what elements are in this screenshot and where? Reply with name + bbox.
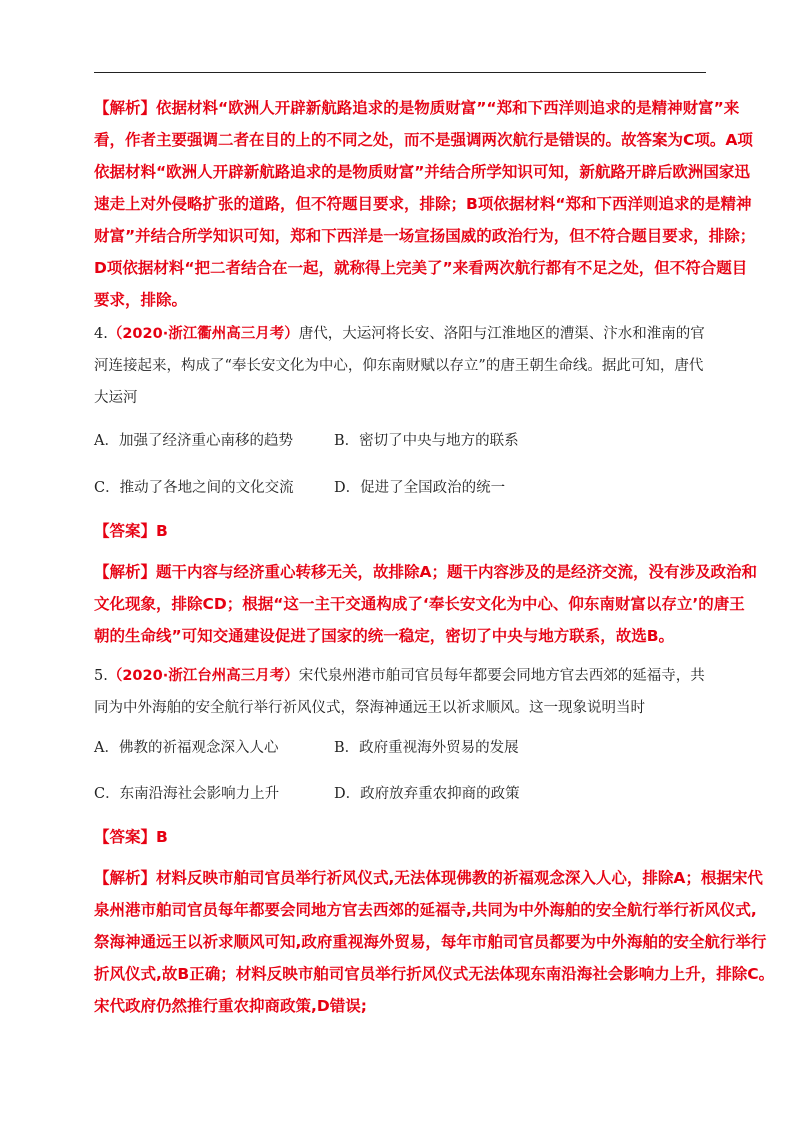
question-number: 5. [94,668,108,684]
analysis-line: 折风仪式,故B正确；材料反映市舶司官员举行折风仪式无法体现东南沿海社会影响力上升，排除C。 [94,965,775,983]
analysis-line: 财富”并结合所学知识可知，郑和下西洋是一场宣扬国威的政治行为，但不符合题目要求，排除； [94,227,756,245]
option-a: A．佛教的祈福观念深入人心 [94,740,279,756]
analysis-line: 速走上对外侵略扩张的道路，但不符题目要求，排除；B项依据材料“郑和下西洋则追求的是精神 [94,195,752,213]
question-source: （2020·浙江衢州高三月考） [107,326,299,342]
analysis-line: 【解析】依据材料“欧洲人开辟新航路追求的是物质财富”“郑和下西洋则追求的是精神财富”来 [94,99,740,117]
analysis-q5 [94,862,775,1022]
question-5-stem-line2: 同为中外海舶的安全航行举行祈风仪式，祭海神通远王以祈求顺风。这一现象说明当时 [94,700,645,716]
analysis-q3 [94,92,756,316]
option-c: C．东南沿海社会影响力上升 [94,786,280,802]
question-4-options-row2 [94,473,706,503]
analysis-line: 【解析】材料反映市舶司官员举行祈风仪式,无法体现佛教的祈福观念深入人心，排除A；根据宋代 [94,869,763,887]
analysis-line: 要求，排除。 [94,291,188,309]
question-4-options-row1 [94,426,706,456]
option-d: D．促进了全国政治的统一 [334,480,506,496]
question-5-options-row2 [94,779,706,809]
analysis-line: 泉州港市舶司官员每年都要会同地方官去西郊的延福寺,共同为中外海舶的安全航行举行祈风仪式, [94,901,757,919]
header-rule [94,72,706,73]
question-4-answer: 【答案】B [94,522,168,540]
question-5-stem-line1 [94,660,706,692]
analysis-q4 [94,556,757,652]
analysis-line: 祭海神通远王以祈求顺风可知,政府重视海外贸易，每年市舶司官员都要为中外海舶的安全航行举行 [94,933,767,951]
question-4-stem-line3: 大运河 [94,390,138,406]
option-a: A．加强了经济重心南移的趋势 [94,433,293,449]
question-5-answer: 【答案】B [94,828,168,846]
question-5 [94,660,706,724]
question-source: （2020·浙江台州高三月考） [107,668,299,684]
question-4 [94,318,706,414]
analysis-line: 宋代政府仍然推行重农抑商政策,D错误; [94,997,367,1015]
analysis-line: D项依据材料“把二者结合在一起，就称得上完美了”来看两次航行都有不足之处，但不符合题目 [94,259,748,277]
option-b: B．密切了中央与地方的联系 [334,433,519,449]
analysis-line: 看，作者主要强调二者在目的上的不同之处，而不是强调两次航行是错误的。故答案为C项。A项 [94,131,753,149]
option-c: C．推动了各地之间的文化交流 [94,480,294,496]
question-text: 唐代，大运河将长安、洛阳与江淮地区的漕渠、汴水和淮南的官 [298,326,705,342]
option-b: B．政府重视海外贸易的发展 [334,740,519,756]
question-text: 宋代泉州港市舶司官员每年都要会同地方官去西郊的延福寺，共 [298,668,705,684]
question-4-stem-line2: 河连接起来，构成了“奉长安文化为中心，仰东南财赋以存立”的唐王朝生命线。据此可知，唐代 [94,358,704,374]
question-5-options-row1 [94,733,706,763]
analysis-line: 文化现象，排除CD；根据“这一主干交通构成了‘奉长安文化为中心、仰东南财富以存立’的唐王 [94,595,745,613]
question-number: 4. [94,326,108,342]
analysis-line: 依据材料“欧洲人开辟新航路追求的是物质财富”并结合所学知识可知，新航路开辟后欧洲国家迅 [94,163,750,181]
question-4-stem-line1 [94,318,706,350]
option-d: D．政府放弃重农抑商的政策 [334,786,520,802]
analysis-line: 【解析】题干内容与经济重心转移无关，故排除A；题干内容涉及的是经济交流，没有涉及政治和 [94,563,757,581]
analysis-line: 朝的生命线”可知交通建设促进了国家的统一稳定，密切了中央与地方联系，故选B。 [94,627,675,645]
